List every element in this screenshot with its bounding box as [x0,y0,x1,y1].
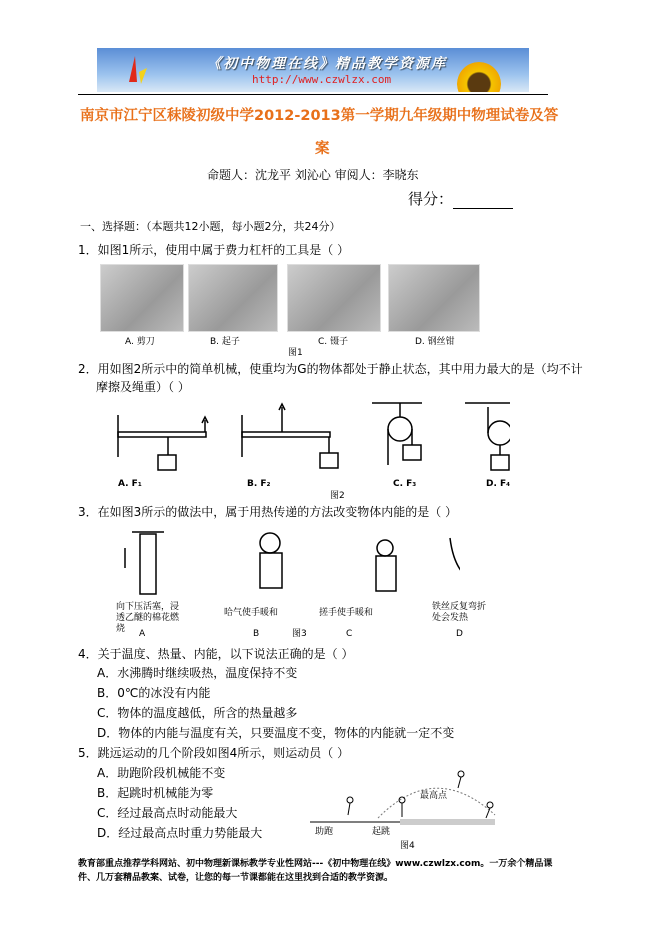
fig4-label: 图4 [400,841,415,851]
question-3: 3．在如图3所示的做法中，属于用热传递的方法改变物体内能的是（ ） [78,505,458,519]
q5-option-b: B．起跳时机械能为零 [97,786,214,800]
photo-pliers [388,264,480,332]
photo-scissors [100,264,184,332]
q4-option-a: A．水沸腾时继续吸热，温度保持不变 [97,666,298,680]
fig4-long-jump [310,770,500,825]
header-rule [78,94,548,95]
fig4-label-peak: 最高点 [420,791,448,801]
q5-option-c: C．经过最高点时动能最大 [97,806,238,820]
q5-option-a: A．助跑阶段机械能不变 [97,766,226,780]
fig3-caption-d: 铁丝反复弯折处会发热 [432,602,487,623]
q4-option-b: B．0℃的冰没有内能 [97,686,211,700]
q5-option-d: D．经过最高点时重力势能最大 [97,826,263,840]
fig2-diagram [110,395,510,475]
question-5: 5．跳远运动的几个阶段如图4所示，则运动员（ ） [78,746,350,760]
section-heading: 一、选择题：（本题共12小题，每小题2分，共24分） [80,220,341,233]
banner-title: 《初中物理在线》精品教学资源库 [207,56,447,72]
fig3-caption-b: 哈气使手暖和 [224,608,279,618]
fig1-caption-a: A. 剪刀 [125,337,155,347]
photo-tweezers [287,264,381,332]
fig3-letter-c: C [346,629,353,639]
fig3-letter-b: B [253,629,260,639]
question-2-cont: 摩擦及绳重）（ ） [96,380,190,394]
fig2-label: 图2 [330,491,345,501]
fig1-caption-b: B. 起子 [210,337,240,347]
score-blank [453,196,513,209]
fig2-caption-d: D. F₄ [486,479,511,489]
q4-option-c: C．物体的温度越低，所含的热量越多 [97,706,298,720]
fig1-caption-d: D. 钢丝钳 [415,337,455,347]
question-4: 4．关于温度、热量、内能，以下说法正确的是（ ） [78,647,354,661]
page-title-cont: 案 [315,141,330,157]
fig3-caption-a: 向下压活塞，浸透乙醚的棉花燃烧 [116,602,180,634]
question-2: 2．用如图2所示中的简单机械，使重均为G的物体都处于静止状态，其中用力最大的是（均不计 [78,362,583,376]
photo-bottle-opener [188,264,278,332]
fig1-label: 图1 [288,348,303,358]
logo-icon [127,54,149,86]
footer-line-1: 教育部重点推荐学科网站、初中物理新课标教学专业性网站---《初中物理在线》www.czwlzx.com。一万余个精品课 [78,859,553,869]
fig3-letter-d: D [456,629,463,639]
footer-line-2: 件、几万套精品教案、试卷，让您的每一节课都能在这里找到合适的教学资源。 [78,873,394,883]
fig3-drawings [120,528,460,600]
fig4-label-takeoff: 起跳 [372,827,391,837]
fig2-caption-b: B. F₂ [247,479,271,489]
q4-option-d: D．物体的内能与温度有关，只要温度不变，物体的内能就一定不变 [97,726,455,740]
fig4-label-run: 助跑 [315,827,334,837]
page-title: 南京市江宁区秣陵初级中学2012-2013第一学期九年级期中物理试卷及答 [80,108,559,124]
banner-url[interactable]: http://www.czwlzx.com [252,73,392,86]
fig3-caption-c: 搓手使手暖和 [319,608,374,618]
fig2-caption-c: C. F₃ [393,479,417,489]
authors: 命题人：沈龙平 刘沁心 审阅人：李晓东 [207,168,419,182]
fig2-caption-a: A. F₁ [118,479,142,489]
score-label: 得分： [408,190,454,208]
fig3-letter-a: A [139,629,146,639]
fig1-caption-c: C. 镊子 [318,337,349,347]
sunflower-image [457,62,501,92]
question-1: 1．如图1所示，使用中属于费力杠杆的工具是（ ） [78,243,350,257]
fig3-label: 图3 [292,629,307,639]
site-banner[interactable] [97,48,529,92]
score-field [408,188,513,209]
